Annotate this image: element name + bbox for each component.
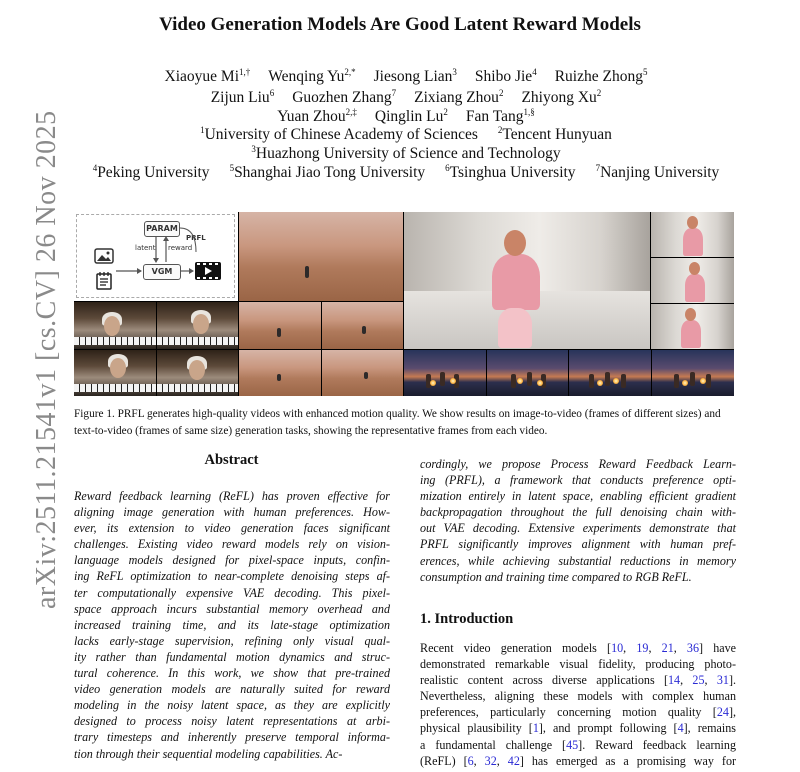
text-line: space approach incurs substantial memory overhead and (74, 601, 390, 616)
kitchen-frame-3 (651, 258, 734, 303)
text-line: a fundamental challenge [45]. Reward feedback learning (420, 737, 736, 752)
text-line: ing (PRFL), a framework that conducts preference opti- (420, 473, 736, 488)
arxiv-identifier-stamp: arXiv:2511.21541v1 [cs.CV] 26 Nov 2025 (31, 110, 62, 609)
author-name: Zijun Liu$^6$ (210, 87, 275, 106)
reward-label: reward (168, 244, 193, 252)
text-line: tion through their sequential modeling capabilities. Ac- (74, 746, 343, 761)
beach-frame-1 (404, 350, 486, 396)
text-line: physical plausibility [1], and prompt following [4], remains (420, 721, 736, 736)
author-name: Wenqing $Yu^{2,*}$ (268, 66, 356, 85)
desert-frame-4 (239, 350, 321, 396)
text-line: Nevertheless, aligning these models with complex human (420, 689, 736, 704)
citation-link[interactable]: 1 (532, 721, 539, 736)
author-name: Guozhen Zhang$^7$ (292, 87, 397, 106)
figure-1 (74, 212, 734, 396)
affiliation: $^6$Tsinghua University (445, 162, 576, 181)
video-clip-icon (195, 262, 221, 280)
beach-frame-3 (569, 350, 651, 396)
citation-link[interactable]: 36 (686, 641, 700, 655)
prfl-label: PRFL (186, 234, 206, 242)
abstract-text-right (420, 456, 736, 585)
author-name: Qinglin Lu$^2$ (374, 106, 448, 125)
affiliation-line-2 (0, 145, 800, 163)
text-prompt-icon (96, 272, 112, 290)
affiliation: $^2$Tencent Hunyuan (497, 124, 612, 143)
text-line: language models designed for pixel-space inputs, confin- (74, 553, 390, 568)
kitchen-frame-2 (651, 212, 734, 257)
affiliation: $^3$Huazhong University of Science and Technology (251, 143, 561, 162)
citation-link[interactable]: 14 (668, 673, 681, 688)
piano-frame-2 (157, 302, 238, 349)
affiliation-line-3 (0, 164, 800, 182)
text-line: ter computationally expensive VAE decoding. This pixel- (74, 585, 390, 600)
author-name: Shibo Jie$^4$ (474, 66, 537, 85)
desert-frame-2 (239, 302, 321, 349)
text-line: video generation models are naturally suited for reward (74, 682, 390, 697)
text-line: increased training time, and its late-stage optimization (74, 617, 390, 632)
affiliation: $^4$Peking University (92, 162, 210, 181)
image-icon (94, 248, 114, 264)
piano-frame-1 (74, 302, 156, 349)
text-line: ing ReFL optimization to near-complete denoising steps af- (74, 569, 390, 584)
abstract-heading: Abstract (204, 452, 259, 468)
text-line: demonstrated remarkable visual fidelity, producing photo- (420, 657, 736, 672)
citation-link[interactable]: 42 (507, 753, 520, 768)
beach-frame-4 (652, 350, 734, 396)
author-name: Jiesong Lian$^3$ (373, 66, 457, 85)
desert-frame-1 (239, 212, 403, 301)
citation-link[interactable]: 10 (611, 641, 624, 655)
author-name: Ruizhe Zhong$^5$ (554, 66, 648, 85)
author-name: Fan Tang$^{1,\S}$ (465, 106, 535, 125)
citation-link[interactable]: 21 (661, 641, 674, 655)
prfl-diagram (74, 212, 238, 301)
text-line: cordingly, we propose Process Reward Feedback Learn- (420, 457, 736, 471)
citation-link[interactable]: 6 (467, 753, 474, 768)
figure-caption: Figure 1. PRFL generates high-quality videos with enhanced motion quality. We show results on image-to-video (frames of different sizes) and text-to-video (frames of same size) generation tasks, showing the representative frames from each video. (74, 408, 721, 437)
text-line: trary timesteps and inherently preserve temporal informa- (74, 730, 390, 745)
affiliation: $^7$Nanjing University (595, 162, 720, 181)
abstract-text-left (74, 488, 390, 762)
text-line: modeling in the noisy latent space, as they are explicitly (74, 698, 390, 713)
param-box: PARAM (144, 221, 180, 237)
piano-frame-3 (74, 350, 156, 396)
text-line: designed to process noisy latent representations at arbi- (74, 714, 390, 729)
paper-title: Video Generation Models Are Good Latent Reward Models (159, 14, 641, 35)
text-line: ever, its extension to video generation faces significant (74, 521, 390, 536)
author-name: Xiaoyue $Mi^{1,\dagger}$ (164, 66, 251, 85)
text-line: aligning image generation with human preferences. How- (74, 505, 390, 520)
author-line-2 (0, 89, 800, 107)
text-line: tural coherence. In this work, we show that pre-trained (74, 666, 390, 681)
text-line: mization entirely in latent space, enabling efficient gradient (420, 489, 736, 504)
text-line: consumption and training time compared to RGB ReFL. (420, 569, 692, 584)
author-name: Yuan Zhou$^{2,\ddagger}$ (277, 106, 357, 125)
citation-link[interactable]: 25 (692, 673, 705, 688)
latent-label: latent (135, 244, 156, 252)
author-line-1 (0, 68, 800, 86)
desert-frame-3 (322, 302, 403, 349)
citation-link[interactable]: 24 (716, 705, 729, 720)
vgm-box: VGM (143, 264, 181, 280)
kitchen-frame-4 (651, 304, 734, 349)
citation-link[interactable]: 45 (566, 737, 579, 752)
text-line: challenges. Existing video reward models rely on vision- (74, 537, 390, 552)
kitchen-frame-main (404, 212, 650, 349)
citation-link[interactable]: 4 (677, 721, 684, 736)
text-line: PRFL significantly improves alignment with human pref- (420, 537, 736, 552)
citation-link[interactable]: 32 (484, 753, 497, 768)
text-line: lacks early-stage supervision, refining only visual qual- (74, 633, 390, 648)
author-name: Zixiang Zhou$^2$ (414, 87, 504, 106)
text-line: Recent video generation models [10, 19, 21, 36] have (420, 641, 737, 655)
citation-link[interactable]: 19 (636, 641, 649, 655)
desert-frame-5 (322, 350, 403, 396)
text-line: preferences, particularly concerning motion quality [24], (420, 705, 736, 720)
text-line: realistic content across diverse applications [14, 25, 31]. (420, 673, 736, 688)
text-line: backpropagation throughout the full denoising chain with- (420, 505, 736, 520)
affiliation: $^1$University of Chinese Academy of Sciences (200, 124, 478, 143)
introduction-heading: 1. Introduction (420, 611, 514, 627)
text-line: (ReFL) [6, 32, 42] has emerged as a promising way for (420, 753, 737, 768)
author-line-3 (0, 108, 800, 126)
author-name: Zhiyong Xu$^2$ (521, 87, 602, 106)
beach-frame-2 (487, 350, 568, 396)
affiliation-line-1 (0, 126, 800, 144)
text-line: Reward feedback learning (ReFL) has proven effective for (74, 489, 390, 503)
affiliation: $^5$Shanghai Jiao Tong University (229, 162, 426, 181)
text-line: out VAE decoding. Extensive experiments demonstrate that (420, 521, 736, 536)
text-line: erences, while achieving substantial reductions in memory (420, 553, 736, 568)
introduction-text (420, 640, 736, 769)
text-line: ity rather than fundamental motion dynamics and struc- (74, 649, 390, 664)
citation-link[interactable]: 31 (716, 673, 729, 688)
piano-frame-4 (157, 350, 238, 396)
